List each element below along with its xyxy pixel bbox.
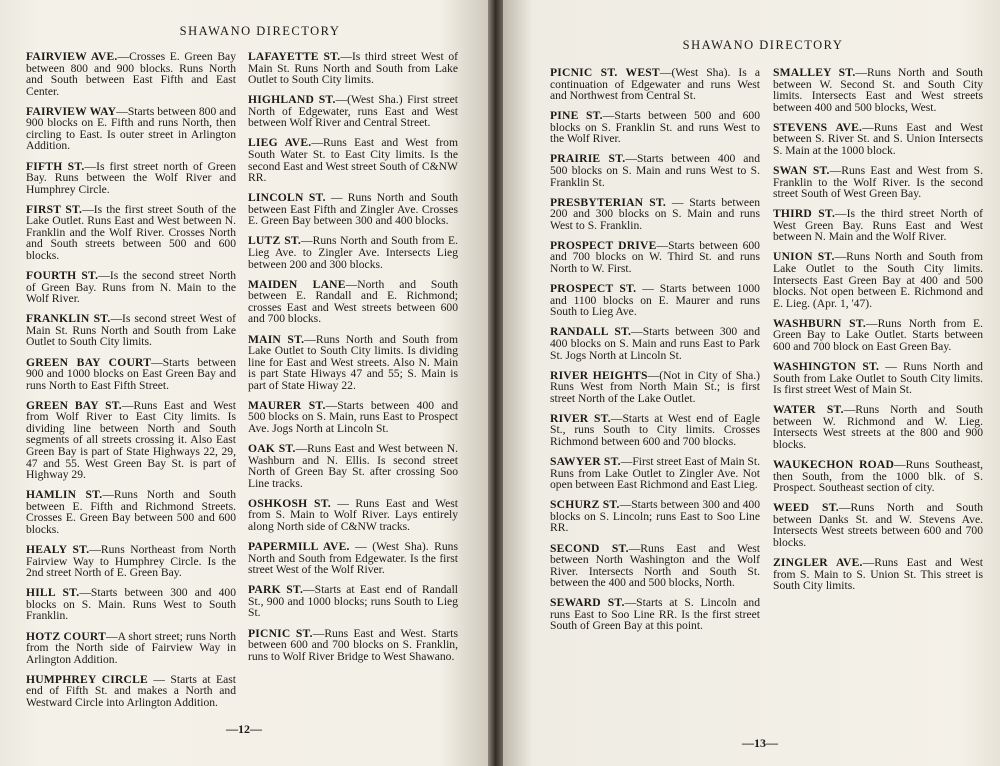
running-head: SHAWANO DIRECTORY (179, 24, 341, 38)
street-description: —Is the third street North of West Green Bay. Runs East and West between N. Main and the Wolf River. (773, 207, 983, 244)
street-name: OAK ST. (248, 442, 296, 456)
directory-entry (248, 443, 458, 489)
street-description: —Runs East and West between N. Washburn and N. Ellis. Is second street North of Green Bay St. after crossing Soo Line tracks. (248, 442, 458, 490)
street-description: —Is the second street North of Green Bay. Runs from N. Main to the Wolf River. (26, 269, 236, 306)
street-description: —Runs East and West between North Washington and the Wolf River. Intersects North and South St. between the 400 and 500 blocks, North. (550, 541, 760, 590)
directory-entry (773, 208, 983, 243)
directory-entry (773, 122, 983, 157)
street-description: —Starts between 800 and 900 blocks on E. Fifth and runs North, then circling to East. Is outer street in Arlington Addition. (26, 104, 236, 153)
street-description: —Runs North and South between Danks St. and W. Stevens Ave. Intersects West streets between 600 and 700 blocks. (773, 501, 983, 549)
left-page (0, 0, 488, 766)
street-description: — Starts at East end of Fifth St. and makes a North and Westward Circle into Arlington Addition. (26, 672, 236, 709)
street-name: FAIRVIEW AVE. (26, 50, 118, 63)
street-name: RIVER ST. (550, 411, 611, 425)
directory-entry (550, 413, 760, 448)
directory-entry (26, 106, 236, 152)
directory-entry (26, 270, 236, 305)
street-description: —Is first street north of Green Bay. Runs between the Wolf River and Humphrey Circle. (26, 159, 237, 196)
street-name: HUMPHREY CIRCLE (26, 672, 148, 686)
street-name: PAPERMILL AVE. (248, 540, 350, 554)
street-name: UNION ST. (773, 250, 835, 264)
street-description: —(Not in City of Sha.) Runs West from North Main St.; is first street North of the Lake Outlet. (550, 368, 760, 405)
street-name: FIRST ST. (26, 202, 83, 216)
street-description: —Starts between 400 and 500 blocks on S. Main and runs West to S. Franklin St. (550, 152, 760, 189)
street-name: PROSPECT ST. (550, 282, 637, 296)
street-description: —Runs Southeast, then South, from the 1000 blk. of S. Prospect. Southeast section of city. (773, 458, 983, 495)
street-description: — (West Sha). Runs North and South from Edgewater. Is the first street West of the Wolf River. (248, 540, 458, 577)
street-description: —Runs North and South between W. Richmond and W. Lieg. Intersects West streets at the 800 and 900 blocks. (773, 403, 983, 451)
street-name: MAIDEN LANE (248, 277, 346, 291)
street-description: —Starts between 900 and 1000 blocks on East Green Bay and runs North to East Fifth Street. (26, 355, 236, 392)
street-name: PROSPECT DRIVE (550, 238, 657, 252)
street-name: LINCOLN ST. (248, 191, 326, 205)
street-name: SECOND ST. (550, 541, 629, 555)
street-description: —Starts between 300 and 400 blocks on S. Main. Runs West to South Franklin. (26, 586, 236, 623)
street-name: HIGHLAND ST. (248, 93, 336, 107)
street-description: —First street East of Main St. Runs from Lake Outlet to Zingler Ave. Not open between East Richmond and East Lieg. (550, 455, 760, 492)
street-description: — Starts between 200 and 300 blocks on S. Main and runs West to S. Franklin. (550, 195, 761, 232)
directory-entry (248, 541, 458, 576)
street-description: —Runs Northeast from North Fairview Way to Humphrey Circle. Is the 2nd street North of E. Green Bay. (26, 543, 236, 580)
street-description: —Runs East and West between S. River St. and S. Union Intersects S. Main at the 1000 block. (773, 120, 983, 157)
directory-entry (26, 587, 236, 622)
directory-entry (550, 370, 760, 405)
street-description: —Runs North and South from E. Lieg Ave. to Zingler Ave. Intersects Lieg between 200 and 300 blocks. (248, 234, 458, 271)
directory-entry (248, 628, 458, 663)
column-right (248, 51, 458, 671)
book-gutter (488, 0, 503, 766)
street-name: HEALY ST. (26, 543, 90, 557)
directory-entry (26, 674, 236, 709)
street-description: —Runs North and South between W. Second St. and South City limits. Intersects East and West streets between 400 and 500 blocks, West. (773, 66, 983, 114)
street-description: —A short street; runs North from the North side of Fairview Way in Arlington Addition. (26, 629, 236, 666)
street-name: LUTZ ST. (248, 234, 302, 248)
directory-entry (773, 557, 983, 592)
street-description: —Starts at East end of Randall St., 900 and 1000 blocks; runs South to Lieg St. (248, 583, 459, 620)
directory-entry (773, 67, 983, 113)
street-description: —Starts at S. Lincoln and runs East to Soo Line RR. Is the first street South of Green Bay at this point. (550, 596, 760, 633)
street-name: ZINGLER AVE. (773, 556, 863, 570)
directory-entry (550, 110, 760, 145)
street-name: WASHBURN ST. (773, 316, 866, 330)
street-name: PICNIC ST. WEST (550, 66, 660, 79)
directory-entry (26, 51, 236, 97)
directory-entry (26, 544, 236, 579)
street-description: —Runs East and West from S. Main to S. Union St. This street is South City limits. (773, 556, 984, 593)
street-description: —Runs North from E. Green Bay to Lake Outlet. Starts between 600 and 700 block on East Green Bay. (773, 316, 983, 353)
street-name: PRAIRIE ST. (550, 152, 626, 166)
directory-entry (26, 161, 236, 196)
street-name: FRANKLIN ST. (26, 312, 111, 326)
directory-entry (550, 283, 760, 318)
street-description: —Starts between 400 and 500 blocks on S. Main, runs East to Prospect Ave. Jogs North at Lincoln St. (248, 398, 458, 435)
street-name: WATER ST. (773, 403, 844, 417)
directory-entry (550, 197, 760, 232)
directory-entry (773, 361, 983, 396)
street-description: —Starts between 500 and 600 blocks on S. Franklin St. and runs West to the Wolf River. (550, 109, 761, 146)
street-description: —Starts between 300 and 400 blocks on S. Lincoln; runs East to Soo Line RR. (550, 498, 761, 535)
directory-entry (550, 499, 760, 534)
directory-entry (550, 543, 760, 589)
street-description: —North and South between E. Randall and E. Richmond; crosses East and West streets between 600 and 700 blocks. (248, 277, 458, 326)
street-name: SMALLEY ST. (773, 66, 856, 79)
column-right (773, 67, 983, 600)
street-description: — Starts between 1000 and 1100 blocks on E. Maurer and runs South to Lieg Ave. (550, 282, 760, 319)
street-name: STEVENS AVE. (773, 120, 863, 134)
column-left (550, 67, 760, 641)
street-name: PICNIC ST. (248, 626, 313, 640)
street-name: WASHINGTON ST. (773, 360, 880, 374)
street-description: —Runs East and West from Wolf River to East City limits. Is dividing line between North and South segments of all streets crossing it. Also East Green Bay is part of State Highways 22, 29, 47 and 55. West Green Bay St. is part of Highway 29. (26, 398, 236, 482)
street-description: —Starts between 600 and 700 blocks on W. Third St. and runs North to W. First. (550, 238, 760, 276)
street-description: —Is the first street South of the Lake Outlet. Runs East and West between N. Franklin and the Wolf River. Crosses North and South streets between 500 and 600 blocks. (26, 202, 236, 262)
street-description: —Is second street West of Main St. Runs North and South from Lake Outlet to South City limits. (26, 312, 237, 349)
street-name: LAFAYETTE ST. (248, 50, 341, 63)
street-name: FIFTH ST. (26, 159, 85, 173)
street-description: —Starts between 300 and 400 blocks on S. Main and runs East to Park St. Jogs North at Lincoln St. (550, 325, 760, 362)
street-name: RANDALL ST. (550, 325, 632, 339)
directory-entry (550, 153, 760, 188)
street-description: —Is third street West of Main St. Runs North and South from Lake Outlet to South City limits. (248, 50, 458, 87)
street-description: —Runs East and West from South Water St. to East City limits. Is the second East and West street South of C&NW RR. (248, 136, 458, 185)
street-description: —(West Sha). Is a continuation of Edgewater and runs West and Northwest from Central St. (550, 66, 760, 103)
street-name: HAMLIN ST. (26, 488, 103, 502)
street-name: PINE ST. (550, 109, 603, 123)
street-name: SAWYER ST. (550, 455, 621, 469)
street-description: — Runs North and South from Lake Outlet to South City limits. Is first street West of Main St. (773, 360, 983, 397)
right-page (503, 0, 1000, 766)
street-name: FAIRVIEW WAY (26, 104, 117, 118)
directory-entry (248, 334, 458, 392)
directory-entry (773, 165, 983, 200)
street-description: —Runs East and West. Starts between 600 and 700 blocks on S. Franklin, runs to Wolf River Bridge to West Shawano. (248, 626, 459, 663)
street-description: —Runs North and South from Lake Outlet to the South City limits. Intersects East Green Bay at 400 and 500 blocks. Not open between E. Richmond and E. Lieg. (Apr. 1, '47). (773, 250, 983, 310)
street-name: PRESBYTERIAN ST. (550, 195, 667, 209)
street-name: PARK ST. (248, 583, 304, 597)
street-description: — Runs North and South between East Fifth and Zingler Ave. Crosses E. Green Bay between 300 and 400 blocks. (248, 191, 458, 228)
directory-entry (550, 597, 760, 632)
directory-entry (550, 326, 760, 361)
street-name: THIRD ST. (773, 207, 836, 221)
street-name: SCHURZ ST. (550, 498, 620, 512)
directory-entry (248, 498, 458, 533)
street-name: WEED ST. (773, 501, 839, 515)
street-description: —Runs North and South from Lake Outlet to South City limits. Is dividing line for East and West streets. Also N. Main is part State Hiways 47 and 55; S. Main is part of State Hiway 22. (248, 332, 458, 392)
page-number: —12— (226, 722, 262, 736)
directory-entry (550, 240, 760, 275)
directory-entry (773, 404, 983, 450)
street-description: —Starts at West end of Eagle St., runs South to City limits. Crosses Richmond between 600 and 700 blocks. (550, 411, 760, 448)
street-name: WAUKECHON ROAD (773, 458, 895, 472)
directory-entry (26, 489, 236, 535)
page-number: —13— (742, 736, 778, 750)
directory-entry (773, 502, 983, 548)
directory-entry (248, 94, 458, 129)
directory-entry (248, 192, 458, 227)
street-name: OSHKOSH ST. (248, 496, 331, 510)
street-name: HOTZ COURT (26, 629, 106, 643)
running-head: SHAWANO DIRECTORY (682, 38, 844, 52)
street-name: FOURTH ST. (26, 269, 99, 283)
directory-entry (26, 313, 236, 348)
street-description: —Runs East and West from S. Franklin to the Wolf River. Is the second street South of West Green Bay. (773, 164, 983, 201)
street-name: GREEN BAY COURT (26, 355, 152, 369)
directory-entry (550, 456, 760, 491)
directory-entry (26, 400, 236, 481)
directory-entry (773, 318, 983, 353)
directory-entry (26, 357, 236, 392)
street-name: LIEG AVE. (248, 136, 312, 150)
street-name: GREEN BAY ST. (26, 398, 122, 412)
directory-entry (248, 584, 458, 619)
directory-entry (773, 251, 983, 309)
street-name: SWAN ST. (773, 164, 830, 178)
street-name: MAURER ST. (248, 398, 326, 412)
street-description: — Runs East and West from S. Main to Wolf River. Lays entirely along North side of C&NW tracks. (248, 496, 458, 533)
column-left (26, 51, 236, 717)
street-name: RIVER HEIGHTS (550, 368, 648, 382)
directory-entry (550, 67, 760, 102)
directory-entry (248, 51, 458, 86)
directory-entry (248, 279, 458, 325)
directory-entry (26, 204, 236, 262)
street-description: —(West Sha.) First street North of Edgewater, runs East and West between Wolf River and Central Street. (248, 93, 458, 130)
street-description: —Runs North and South between E. Fifth and Richmond Streets. Crosses E. Green Bay between 500 and 600 blocks. (26, 488, 236, 536)
street-name: SEWARD ST. (550, 596, 625, 610)
directory-entry (248, 137, 458, 183)
directory-entry (248, 400, 458, 435)
directory-entry (773, 459, 983, 494)
directory-entry (248, 235, 458, 270)
directory-entry (26, 631, 236, 666)
street-name: HILL ST. (26, 586, 80, 600)
street-name: MAIN ST. (248, 332, 305, 346)
street-description: —Crosses E. Green Bay between 800 and 900 blocks. Runs North and South between East Fifth and East Center. (26, 50, 237, 98)
